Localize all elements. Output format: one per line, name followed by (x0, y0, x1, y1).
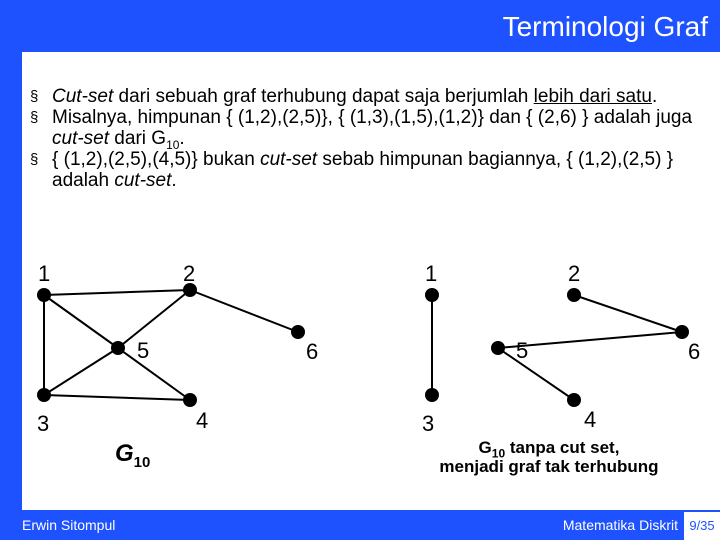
footer-course: Matematika Diskrit (562, 517, 678, 533)
vertex-3 (425, 388, 439, 402)
vertex-2 (567, 288, 581, 302)
vertex-4 (183, 393, 197, 407)
edge-2-6 (574, 295, 682, 332)
bullet-subscript: 10 (166, 137, 180, 152)
bullet-text: cut-set (114, 170, 172, 191)
vertex-1 (37, 288, 51, 302)
vertex-5 (111, 341, 125, 355)
graph-disconnected-caption (414, 438, 684, 476)
bullet-list (30, 86, 710, 191)
caption-line-2: menjadi graf tak terhubung (439, 457, 659, 476)
vertex-label-6: 6 (688, 339, 701, 364)
bullet-text: lebih dari satu (533, 86, 652, 107)
footer-author: Erwin Sitompul (22, 517, 116, 533)
caption-text: G (115, 440, 134, 467)
vertex-label-5: 5 (516, 338, 529, 363)
caption-text: G (478, 438, 492, 457)
bullet-text: { (1,2),(2,5),(4,5)} bukan (52, 149, 261, 170)
bullet-text: . (179, 128, 185, 149)
bullet-text: . (651, 86, 658, 107)
caption-subscript: 10 (491, 446, 506, 461)
vertex-label-4: 4 (196, 408, 209, 433)
bullet-text: . (171, 170, 177, 191)
slide-title: Terminologi Graf (502, 11, 708, 42)
edge-1-2 (44, 290, 190, 295)
caption-line-1 (414, 438, 684, 461)
edge-5-4 (498, 348, 574, 400)
graph-g10 (28, 255, 328, 440)
bullet-text: Cut-set (52, 86, 114, 107)
bullet-item (30, 107, 710, 152)
vertex-label-3: 3 (422, 411, 435, 436)
caption-text: tanpa cut set, (505, 438, 620, 457)
bullet-marker-icon: § (30, 88, 39, 105)
graph-g10-disconnected (412, 255, 712, 440)
vertex-label-2: 2 (183, 261, 196, 286)
vertex-label-4: 4 (584, 407, 597, 432)
bullet-item (30, 149, 710, 191)
vertex-4 (567, 393, 581, 407)
vertex-5 (491, 341, 505, 355)
vertex-1 (425, 288, 439, 302)
vertex-6 (291, 325, 305, 339)
edge-3-5 (44, 348, 118, 395)
graph-g10-caption (115, 440, 151, 471)
edge-4-5 (118, 348, 190, 400)
vertex-3 (37, 388, 51, 402)
caption-subscript: 10 (133, 453, 151, 471)
edge-1-5 (44, 295, 118, 348)
edge-3-4 (44, 395, 190, 400)
edge-2-5 (118, 290, 190, 348)
vertex-label-3: 3 (37, 411, 50, 436)
bullet-marker-icon: § (30, 109, 39, 126)
vertex-label-1: 1 (38, 261, 51, 286)
title-bar (0, 0, 720, 52)
bullet-text: cut-set (260, 149, 318, 170)
bullet-marker-icon: § (30, 151, 39, 168)
bullet-text: dari sebuah graf terhubung dapat saja berjumlah (113, 86, 534, 107)
vertex-label-1: 1 (425, 261, 438, 286)
left-accent-bar (0, 52, 22, 510)
bullet-text: dari G (109, 128, 167, 149)
vertex-label-2: 2 (568, 261, 581, 286)
bullet-text: Misalnya, himpunan { (1,2),(2,5)}, { (1,3),(1,5),(1,2)} dan { (2,6) } adalah juga (52, 107, 693, 128)
bullet-text: sebab himpunan bagiannya, { (1,2),(2,5) } adalah (52, 149, 674, 191)
edge-2-6 (190, 290, 298, 332)
bullet-item (30, 86, 710, 107)
bullet-text: cut-set (52, 128, 110, 149)
vertex-6 (675, 325, 689, 339)
page-number: 9/35 (684, 512, 720, 540)
vertex-label-6: 6 (306, 339, 319, 364)
vertex-label-5: 5 (137, 338, 150, 363)
